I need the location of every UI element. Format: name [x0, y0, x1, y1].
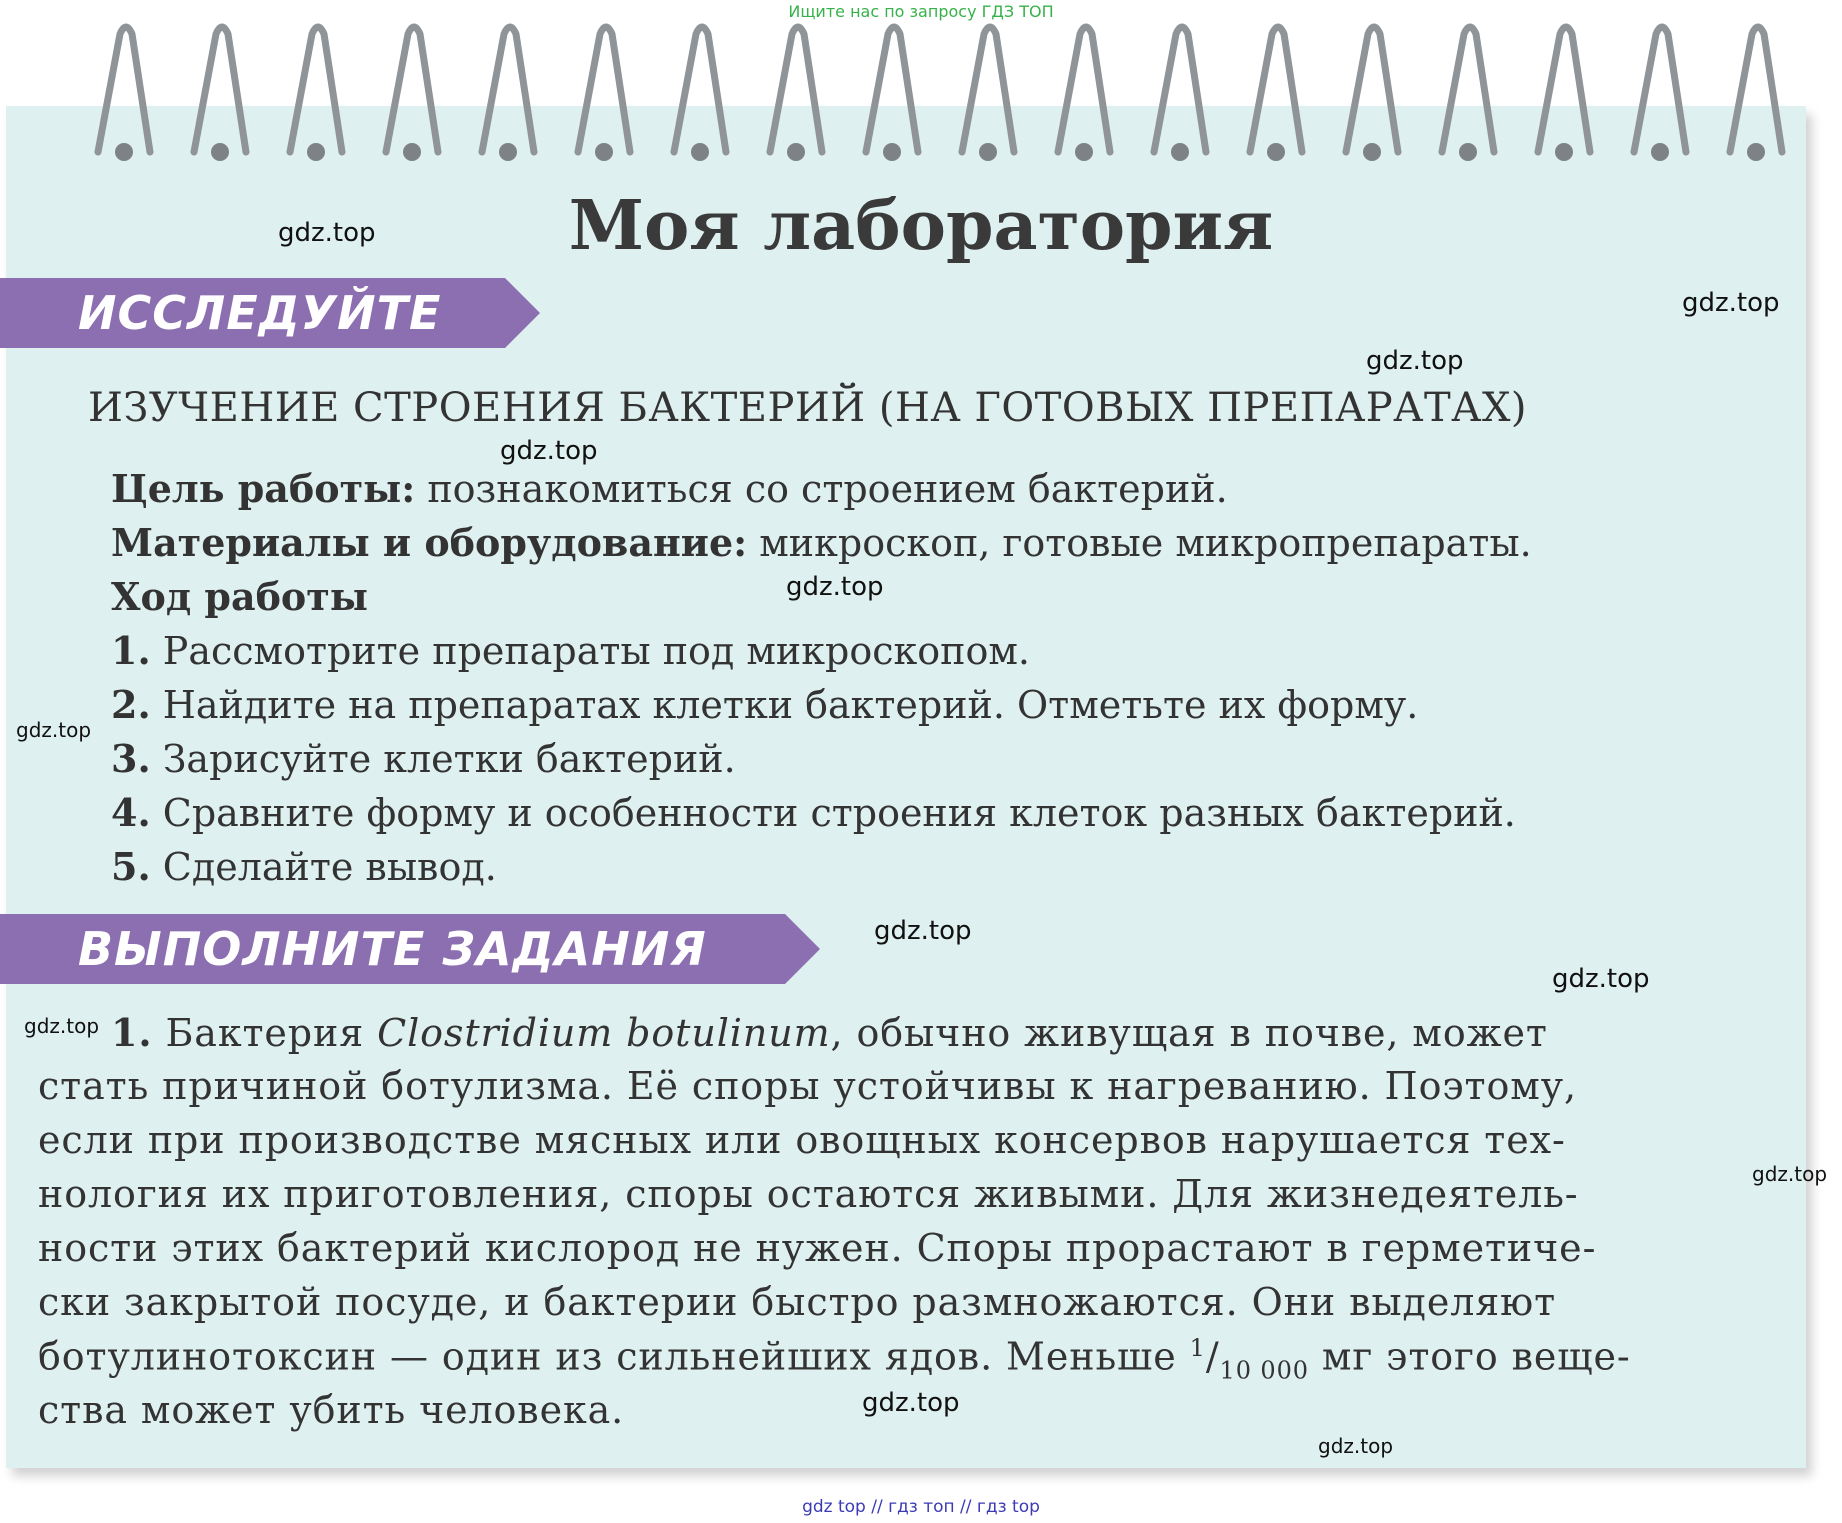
- spiral-ring: [578, 27, 630, 152]
- top-note: Ищите нас по запросу ГДЗ ТОП: [788, 2, 1054, 21]
- punch-hole: [691, 143, 709, 161]
- step-5: 5. Сделайте вывод.: [111, 844, 497, 889]
- bottom-note: gdz top // гдз топ // гдз top: [802, 1497, 1040, 1517]
- spiral-ring: [98, 27, 150, 152]
- punch-hole: [1747, 143, 1765, 161]
- task-1-line-1: 1. Бактерия Clostridium botulinum, обычно живущая в почве, может: [111, 1010, 1548, 1055]
- watermark: gdz.top: [16, 718, 92, 742]
- watermark: gdz.top: [1318, 1434, 1394, 1458]
- punch-hole: [1267, 143, 1285, 161]
- watermark: gdz.top: [874, 916, 972, 946]
- banner-tasks-label: ВЫПОЛНИТЕ ЗАДАНИЯ: [78, 922, 707, 976]
- task-1-line-4: нология их приготовления, споры остаются живыми. Для жизнедеятель-: [38, 1172, 1579, 1216]
- spiral-ring: [962, 27, 1014, 152]
- punch-hole: [883, 143, 901, 161]
- fraction-numerator: 1: [1189, 1334, 1206, 1362]
- punch-hole: [211, 143, 229, 161]
- watermark: gdz.top: [500, 436, 598, 466]
- spiral-ring: [674, 27, 726, 152]
- banner-explore-label: ИССЛЕДУЙТЕ: [78, 286, 442, 340]
- spiral-ring: [1730, 27, 1782, 152]
- task-1-line-8: ства может убить человека.: [38, 1388, 625, 1432]
- page-title: Моя лаборатория: [568, 186, 1274, 266]
- punch-hole: [1555, 143, 1573, 161]
- spiral-ring: [770, 27, 822, 152]
- step-1: 1. Рассмотрите препараты под микроскопом.: [111, 628, 1030, 673]
- materials-line: [111, 520, 1532, 565]
- punch-hole: [1459, 143, 1477, 161]
- punch-hole: [1363, 143, 1381, 161]
- task-1-line-7: ботулинотоксин — один из сильнейших ядов. Меньше $^1/_{10 000}$ мг этого веще-: [38, 1334, 1631, 1385]
- task-1-line-6: ски закрытой посуде, и бактерии быстро размножаются. Они выделяют: [38, 1280, 1557, 1324]
- spiral-ring: [1250, 27, 1302, 152]
- task-1-line-5: ности этих бактерий кислород не нужен. Споры прорастают в герметиче-: [38, 1226, 1597, 1270]
- spiral-ring: [290, 27, 342, 152]
- procedure-heading: Ход работы: [111, 574, 368, 619]
- step-4: 4. Сравните форму и особенности строения клеток разных бактерий.: [111, 790, 1516, 835]
- punch-hole: [1171, 143, 1189, 161]
- goal-label: Цель работы:: [111, 466, 416, 511]
- spiral-ring: [482, 27, 534, 152]
- materials-text: микроскоп, готовые микропрепараты.: [747, 521, 1532, 565]
- spiral-ring: [386, 27, 438, 152]
- watermark: gdz.top: [1752, 1162, 1828, 1186]
- fraction-denominator: 10 000: [1219, 1356, 1309, 1385]
- punch-hole: [787, 143, 805, 161]
- punch-hole: [307, 143, 325, 161]
- punch-hole: [595, 143, 613, 161]
- spiral-ring: [866, 27, 918, 152]
- punch-hole: [403, 143, 421, 161]
- lab-subtitle: ИЗУЧЕНИЕ СТРОЕНИЯ БАКТЕРИЙ (НА ГОТОВЫХ ПРЕПАРАТАХ): [88, 385, 1528, 431]
- materials-label: Материалы и оборудование:: [111, 520, 748, 565]
- task-1-line-2: стать причиной ботулизма. Её споры устойчивы к нагреванию. Поэтому,: [38, 1064, 1577, 1108]
- watermark: gdz.top: [1682, 288, 1780, 318]
- punch-hole: [979, 143, 997, 161]
- watermark: gdz.top: [24, 1014, 100, 1038]
- watermark: gdz.top: [1552, 964, 1650, 994]
- species-name: Clostridium botulinum: [377, 1011, 831, 1055]
- spiral-ring: [194, 27, 246, 152]
- punch-hole: [1075, 143, 1093, 161]
- watermark: gdz.top: [278, 218, 376, 248]
- banner-explore: [0, 278, 441, 348]
- goal-text: познакомиться со строением бактерий.: [415, 467, 1228, 511]
- banner-tasks: [0, 914, 707, 984]
- spiral-ring: [1442, 27, 1494, 152]
- punch-hole: [1651, 143, 1669, 161]
- watermark: gdz.top: [862, 1388, 960, 1418]
- step-2: 2. Найдите на препаратах клетки бактерий. Отметьте их форму.: [111, 682, 1419, 727]
- spiral-ring: [1538, 27, 1590, 152]
- spiral-ring: [1058, 27, 1110, 152]
- task-1-line-3: если при производстве мясных или овощных консервов нарушается тех-: [38, 1118, 1566, 1162]
- spiral-ring: [1346, 27, 1398, 152]
- punch-hole: [115, 143, 133, 161]
- spiral-ring: [1634, 27, 1686, 152]
- spiral-binding: [0, 14, 1842, 174]
- spiral-ring: [1154, 27, 1206, 152]
- step-3: 3. Зарисуйте клетки бактерий.: [111, 736, 736, 781]
- watermark: gdz.top: [1366, 346, 1464, 376]
- watermark: gdz.top: [786, 572, 884, 602]
- goal-line: [111, 466, 1228, 511]
- punch-hole: [499, 143, 517, 161]
